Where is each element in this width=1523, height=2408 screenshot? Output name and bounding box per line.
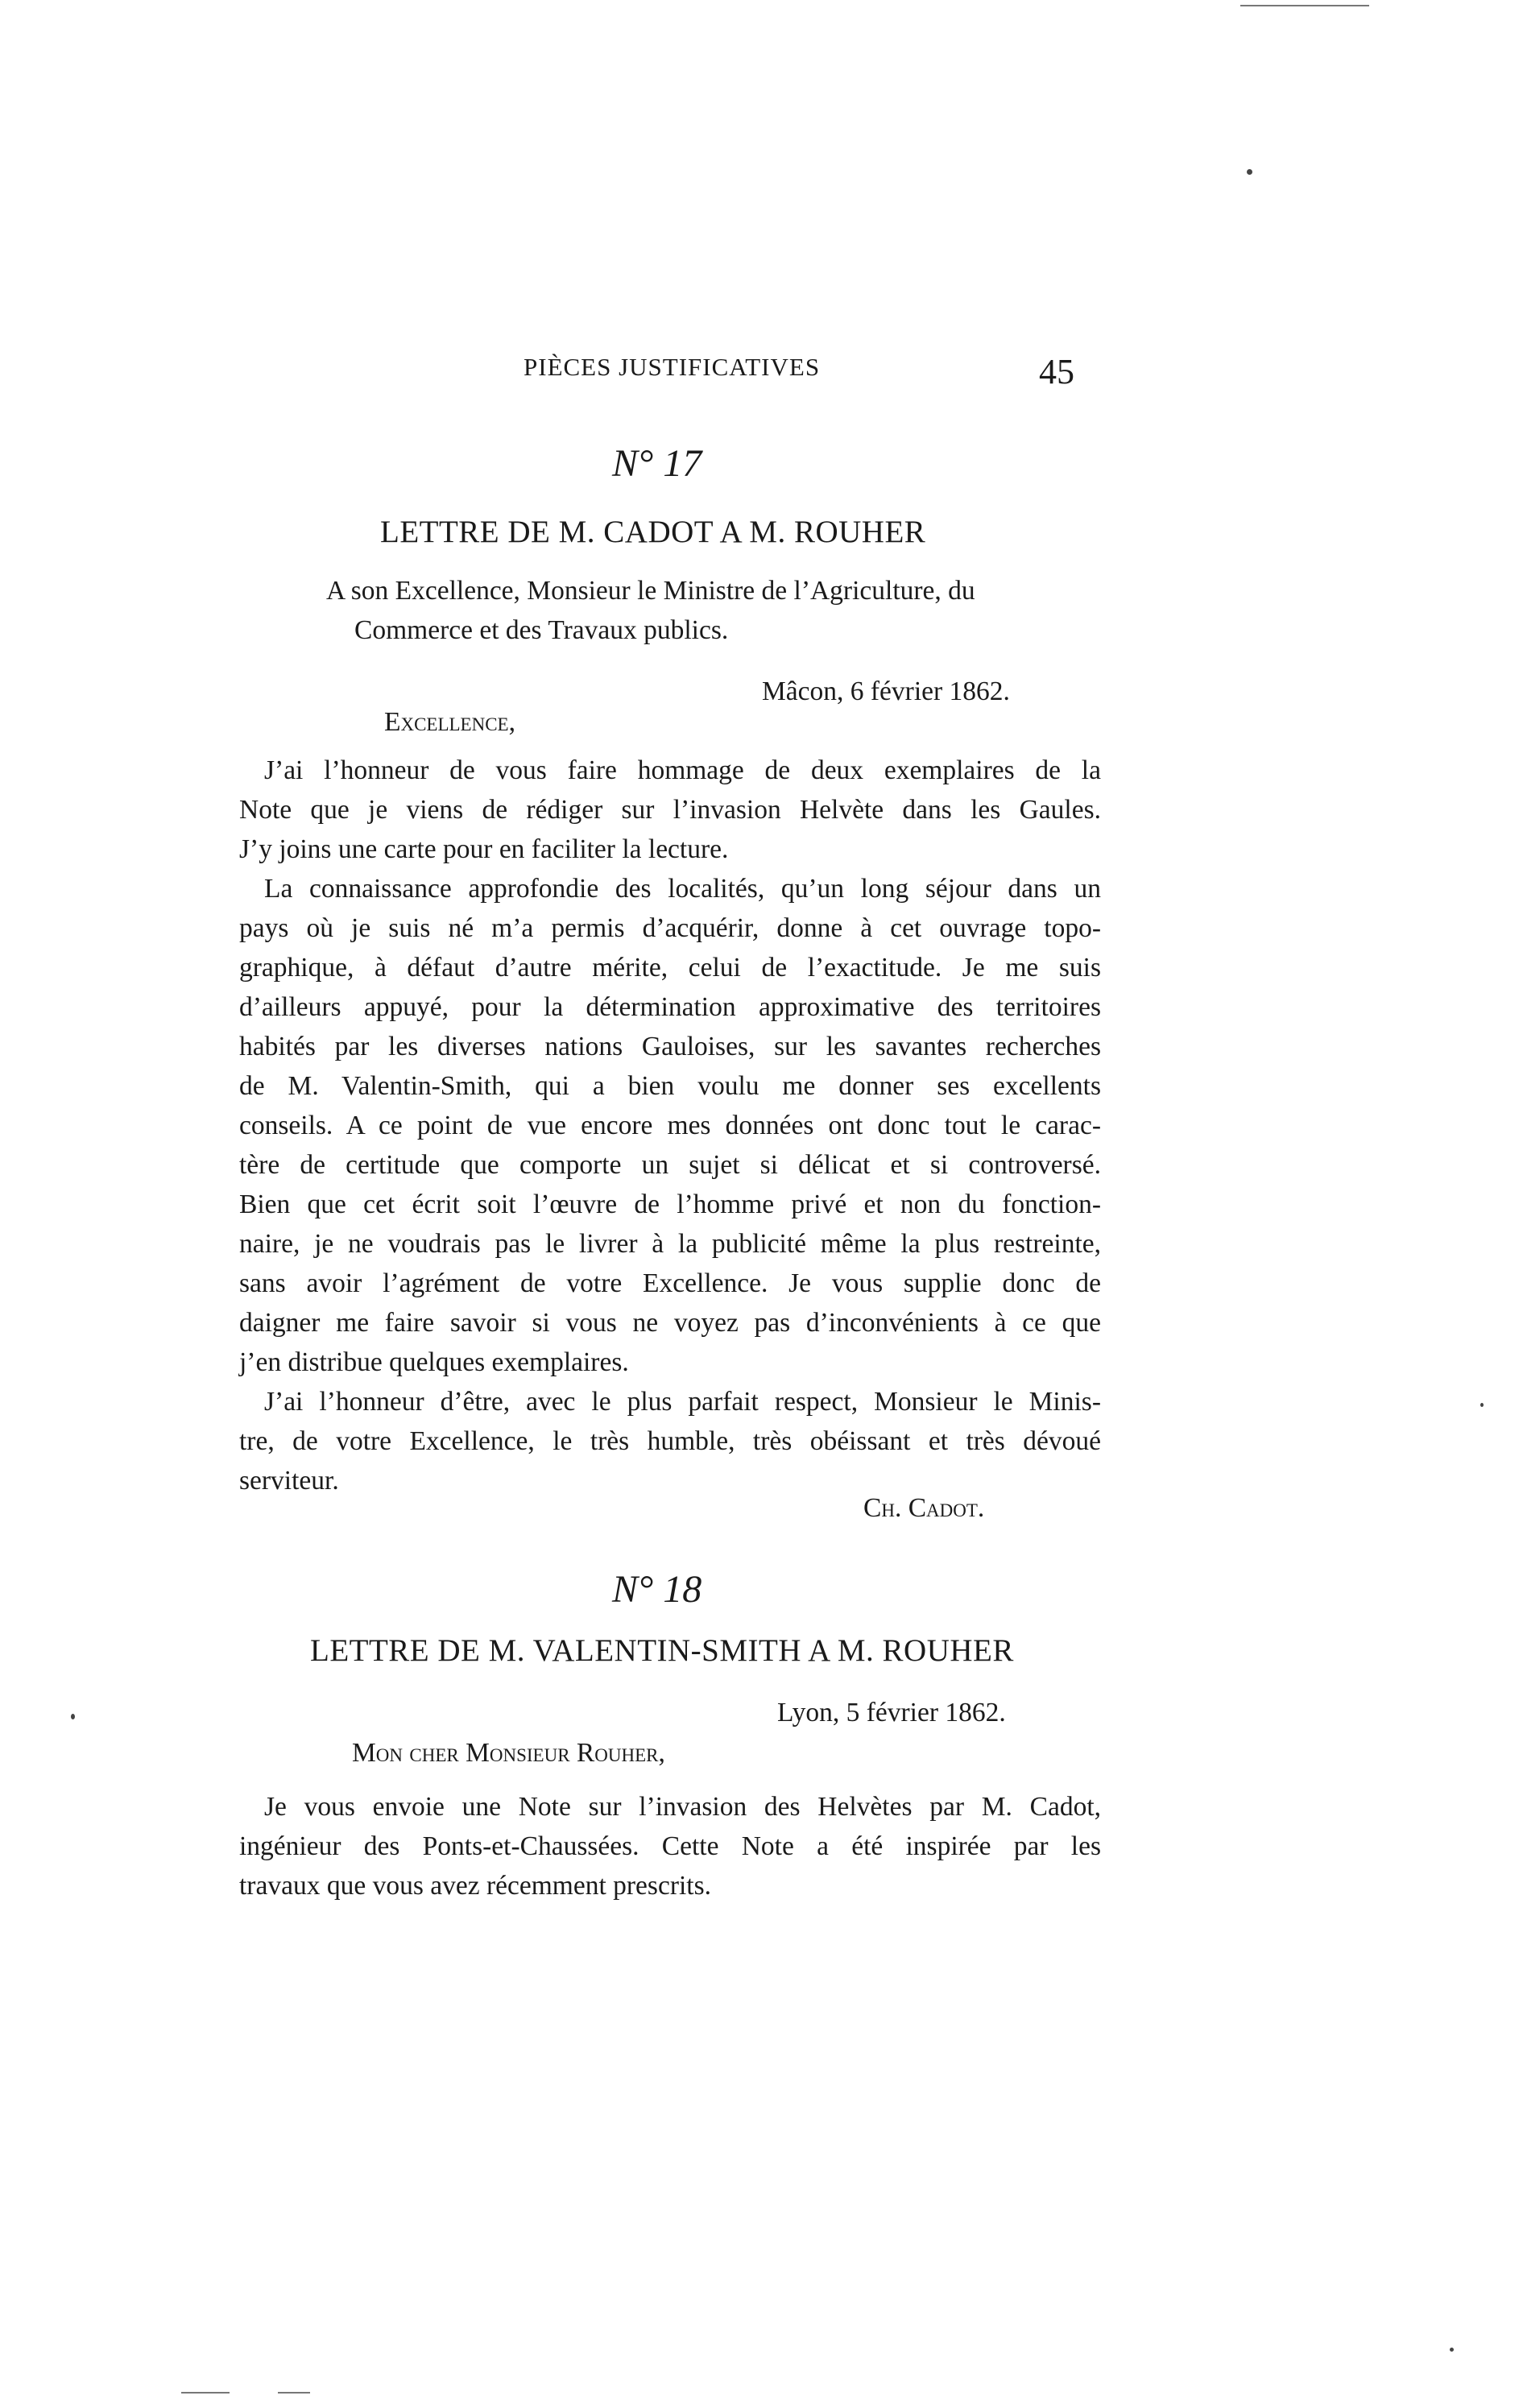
letter-17-address-line-2: Commerce et des Travaux publics. — [354, 615, 729, 645]
scan-speck — [71, 1714, 75, 1719]
letter-17-p2-line: Bien que cet écrit soit l’œuvre de l’homme privé et non du fonction- — [239, 1190, 1101, 1219]
letter-17-salutation: Excellence, — [384, 707, 515, 737]
letter-17-p2-line: graphique, à défaut d’autre mérite, celui de l’exactitude. Je me suis — [239, 953, 1101, 983]
scan-speck — [1480, 1403, 1484, 1407]
running-title: PIÈCES JUSTIFICATIVES — [524, 353, 821, 381]
letter-17-number: N° 17 — [612, 442, 702, 485]
scan-edge-mark — [181, 2392, 230, 2394]
letter-18-number: N° 18 — [612, 1568, 702, 1611]
page-number: 45 — [1039, 352, 1074, 391]
scan-speck — [1247, 169, 1252, 175]
letter-17-p2-line: d’ailleurs appuyé, pour la détermination approximative des territoires — [239, 992, 1101, 1022]
letter-17-p3-line: serviteur. — [239, 1466, 339, 1496]
letter-17-address-line-1: A son Excellence, Monsieur le Ministre de l’Agriculture, du — [326, 576, 975, 606]
letter-18-p1-line: travaux que vous avez récemment prescrits. — [239, 1871, 712, 1901]
scan-edge-mark — [278, 2392, 310, 2394]
letter-17-title: LETTRE DE M. CADOT A M. ROUHER — [380, 515, 926, 549]
letter-17-p2-line: tère de certitude que comporte un sujet si délicat et si controversé. — [239, 1150, 1101, 1180]
letter-17-p2-line: naire, je ne voudrais pas le livrer à la publicité même la plus restreinte, — [239, 1229, 1101, 1259]
letter-17-p2-line: conseils. A ce point de vue encore mes données ont donc tout le carac- — [239, 1111, 1101, 1140]
letter-17-p2-line: de M. Valentin-Smith, qui a bien voulu me donner ses excellents — [239, 1071, 1101, 1101]
letter-18-p1-line: ingénieur des Ponts-et-Chaussées. Cette Note a été inspirée par les — [239, 1831, 1101, 1861]
letter-17-place-date: Mâcon, 6 février 1862. — [762, 676, 1010, 706]
letter-17-p2-line: daigner me faire savoir si vous ne voyez pas d’inconvénients à ce que — [239, 1308, 1101, 1338]
letter-17-p1-line: Note que je viens de rédiger sur l’invasion Helvète dans les Gaules. — [239, 795, 1101, 825]
letter-17-p3-line: J’ai l’honneur d’être, avec le plus parfait respect, Monsieur le Minis- — [264, 1387, 1101, 1417]
letter-18-p1-line: Je vous envoie une Note sur l’invasion des Helvètes par M. Cadot, — [264, 1792, 1101, 1822]
letter-18-salutation: Mon cher Monsieur Rouher, — [352, 1738, 665, 1768]
letter-17-p2-line: habités par les diverses nations Gauloises, sur les savantes recherches — [239, 1032, 1101, 1061]
letter-17-p2-line: pays où je suis né m’a permis d’acquérir, donne à cet ouvrage topo- — [239, 913, 1101, 943]
scan-speck — [1450, 2348, 1454, 2352]
letter-18-title: LETTRE DE M. VALENTIN-SMITH A M. ROUHER — [310, 1633, 1014, 1668]
letter-17-p3-line: tre, de votre Excellence, le très humble, très obéissant et très dévoué — [239, 1426, 1101, 1456]
letter-17-p2-line: sans avoir l’agrément de votre Excellence. Je vous supplie donc de — [239, 1268, 1101, 1298]
letter-18-place-date: Lyon, 5 février 1862. — [777, 1698, 1006, 1727]
letter-17-p1-line: J’ai l’honneur de vous faire hommage de deux exemplaires de la — [264, 755, 1101, 785]
letter-17-signature: Ch. Cadot. — [863, 1493, 985, 1523]
letter-17-p2-line: La connaissance approfondie des localités, qu’un long séjour dans un — [264, 874, 1101, 904]
scan-edge-mark — [1240, 5, 1369, 6]
letter-17-p1-line: J’y joins une carte pour en faciliter la lecture. — [239, 834, 729, 864]
letter-17-p2-line: j’en distribue quelques exemplaires. — [239, 1347, 629, 1377]
